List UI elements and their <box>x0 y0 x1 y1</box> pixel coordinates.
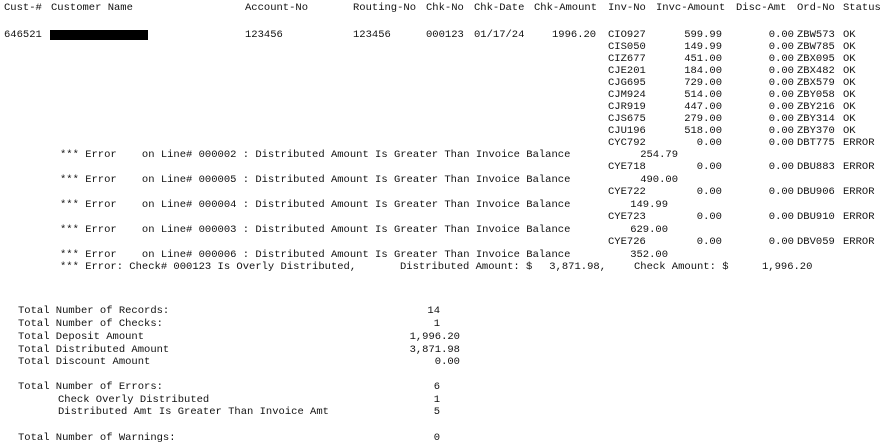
order-no: DBU910 <box>797 211 835 223</box>
discount-amount: 0.00 <box>768 186 794 198</box>
discount-amount: 0.00 <box>768 29 794 41</box>
total-label: Total Discount Amount <box>18 356 151 368</box>
errors-total-label: Total Number of Errors: <box>18 381 163 393</box>
order-no: DBU906 <box>797 186 835 198</box>
order-no: ZBX095 <box>797 53 835 65</box>
header-status: Status <box>843 2 881 14</box>
error-message: *** Error on Line# 000003 : Distributed Amount Is Greater Than Invoice Balance <box>60 224 571 236</box>
total-value: 3,871.98 <box>409 344 460 356</box>
invoice-no: CIZ677 <box>608 53 646 65</box>
invoice-no: CYE718 <box>608 161 646 173</box>
discount-amount: 0.00 <box>768 65 794 77</box>
order-no: ZBW785 <box>797 41 835 53</box>
header-inv-no: Inv-No <box>608 2 646 14</box>
error-message: *** Error on Line# 000002 : Distributed Amount Is Greater Than Invoice Balance <box>60 149 571 161</box>
order-no: ZBX482 <box>797 65 835 77</box>
invoice-no: CJR919 <box>608 101 646 113</box>
discount-amount: 0.00 <box>768 211 794 223</box>
discount-amount: 0.00 <box>768 161 794 173</box>
invoice-no: CYE726 <box>608 236 646 248</box>
check-chk-date: 01/17/24 <box>474 29 525 41</box>
header-chk-amount: Chk-Amount <box>534 2 598 14</box>
invoice-amount: 518.00 <box>684 125 722 137</box>
invoice-amount: 149.99 <box>684 41 722 53</box>
status-error: ERROR <box>843 137 875 149</box>
invoice-no: CIS050 <box>608 41 646 53</box>
status-error: ERROR <box>843 236 875 248</box>
order-no: ZBY314 <box>797 113 835 125</box>
status-ok: OK <box>843 41 856 53</box>
status-ok: OK <box>843 53 856 65</box>
invoice-amount: 0.00 <box>696 137 722 149</box>
discount-amount: 0.00 <box>768 101 794 113</box>
invoice-no: CJE201 <box>608 65 646 77</box>
invoice-no: CIO927 <box>608 29 646 41</box>
invoice-amount: 599.99 <box>684 29 722 41</box>
check-chk-no: 000123 <box>426 29 464 41</box>
invoice-balance: 490.00 <box>640 174 678 186</box>
header-disc-amt: Disc-Amt <box>736 2 787 14</box>
invoice-balance: 254.79 <box>640 149 678 161</box>
warnings-total-value: 0 <box>433 432 440 444</box>
status-ok: OK <box>843 77 856 89</box>
total-label: Total Number of Records: <box>18 305 170 317</box>
status-error: ERROR <box>843 186 875 198</box>
warnings-total-label: Total Number of Warnings: <box>18 432 176 444</box>
header-cust-no: Cust-# <box>4 2 42 14</box>
check-amount-label: Check Amount: $ <box>634 261 729 273</box>
total-label: Total Distributed Amount <box>18 344 170 356</box>
header-account-no: Account-No <box>245 2 309 14</box>
discount-amount: 0.00 <box>768 236 794 248</box>
invoice-amount: 279.00 <box>684 113 722 125</box>
status-ok: OK <box>843 89 856 101</box>
total-value: 0.00 <box>434 356 460 368</box>
discount-amount: 0.00 <box>768 53 794 65</box>
check-error-text: *** Error: Check# 000123 Is Overly Distributed, <box>60 261 357 273</box>
invoice-no: CJS675 <box>608 113 646 125</box>
errors-total-value: 6 <box>433 381 440 393</box>
invoice-no: CYC792 <box>608 137 646 149</box>
header-invc-amount: Invc-Amount <box>656 2 726 14</box>
order-no: ZBY058 <box>797 89 835 101</box>
status-ok: OK <box>843 65 856 77</box>
invoice-no: CJM924 <box>608 89 646 101</box>
check-chk-amount: 1996.20 <box>552 29 597 41</box>
status-error: ERROR <box>843 211 875 223</box>
check-routing-no: 123456 <box>353 29 391 41</box>
invoice-amount: 0.00 <box>696 211 722 223</box>
discount-amount: 0.00 <box>768 41 794 53</box>
order-no: DBU883 <box>797 161 835 173</box>
invoice-amount: 447.00 <box>684 101 722 113</box>
error-type-label: Check Overly Distributed <box>58 394 210 406</box>
order-no: ZBW573 <box>797 29 835 41</box>
total-label: Total Number of Checks: <box>18 318 163 330</box>
invoice-balance: 352.00 <box>630 249 668 261</box>
check-amount-value: 1,996.20 <box>762 261 813 273</box>
header-ord-no: Ord-No <box>797 2 835 14</box>
discount-amount: 0.00 <box>768 77 794 89</box>
order-no: DBV059 <box>797 236 835 248</box>
discount-amount: 0.00 <box>768 113 794 125</box>
status-ok: OK <box>843 125 856 137</box>
header-routing-no: Routing-No <box>353 2 417 14</box>
discount-amount: 0.00 <box>768 89 794 101</box>
invoice-amount: 0.00 <box>696 161 722 173</box>
invoice-amount: 184.00 <box>684 65 722 77</box>
total-value: 1 <box>433 318 440 330</box>
distributed-amount-label: Distributed Amount: $ <box>400 261 533 273</box>
status-ok: OK <box>843 29 856 41</box>
error-type-value: 5 <box>433 406 440 418</box>
distributed-amount-value: 3,871.98, <box>549 261 606 273</box>
error-type-value: 1 <box>433 394 440 406</box>
check-cust-no: 646521 <box>4 29 42 41</box>
invoice-amount: 729.00 <box>684 77 722 89</box>
order-no: DBT775 <box>797 137 835 149</box>
invoice-no: CJU196 <box>608 125 646 137</box>
status-error: ERROR <box>843 161 875 173</box>
invoice-amount: 0.00 <box>696 236 722 248</box>
total-value: 1,996.20 <box>409 331 460 343</box>
error-message: *** Error on Line# 000005 : Distributed Amount Is Greater Than Invoice Balance <box>60 174 571 186</box>
order-no: ZBY216 <box>797 101 835 113</box>
invoice-amount: 451.00 <box>684 53 722 65</box>
order-no: ZBY370 <box>797 125 835 137</box>
header-customer-name: Customer Name <box>51 2 133 14</box>
order-no: ZBX579 <box>797 77 835 89</box>
check-account-no: 123456 <box>245 29 283 41</box>
error-type-label: Distributed Amt Is Greater Than Invoice Amt <box>58 406 329 418</box>
invoice-no: CYE722 <box>608 186 646 198</box>
redacted-customer-name <box>50 30 148 40</box>
invoice-balance: 149.99 <box>630 199 668 211</box>
invoice-amount: 514.00 <box>684 89 722 101</box>
total-label: Total Deposit Amount <box>18 331 145 343</box>
invoice-no: CYE723 <box>608 211 646 223</box>
status-ok: OK <box>843 113 856 125</box>
error-message: *** Error on Line# 000006 : Distributed Amount Is Greater Than Invoice Balance <box>60 249 571 261</box>
header-chk-no: Chk-No <box>426 2 464 14</box>
discount-amount: 0.00 <box>768 125 794 137</box>
invoice-amount: 0.00 <box>696 186 722 198</box>
invoice-no: CJG695 <box>608 77 646 89</box>
total-value: 14 <box>427 305 440 317</box>
status-ok: OK <box>843 101 856 113</box>
invoice-balance: 629.00 <box>630 224 668 236</box>
discount-amount: 0.00 <box>768 137 794 149</box>
header-chk-date: Chk-Date <box>474 2 525 14</box>
error-message: *** Error on Line# 000004 : Distributed Amount Is Greater Than Invoice Balance <box>60 199 571 211</box>
